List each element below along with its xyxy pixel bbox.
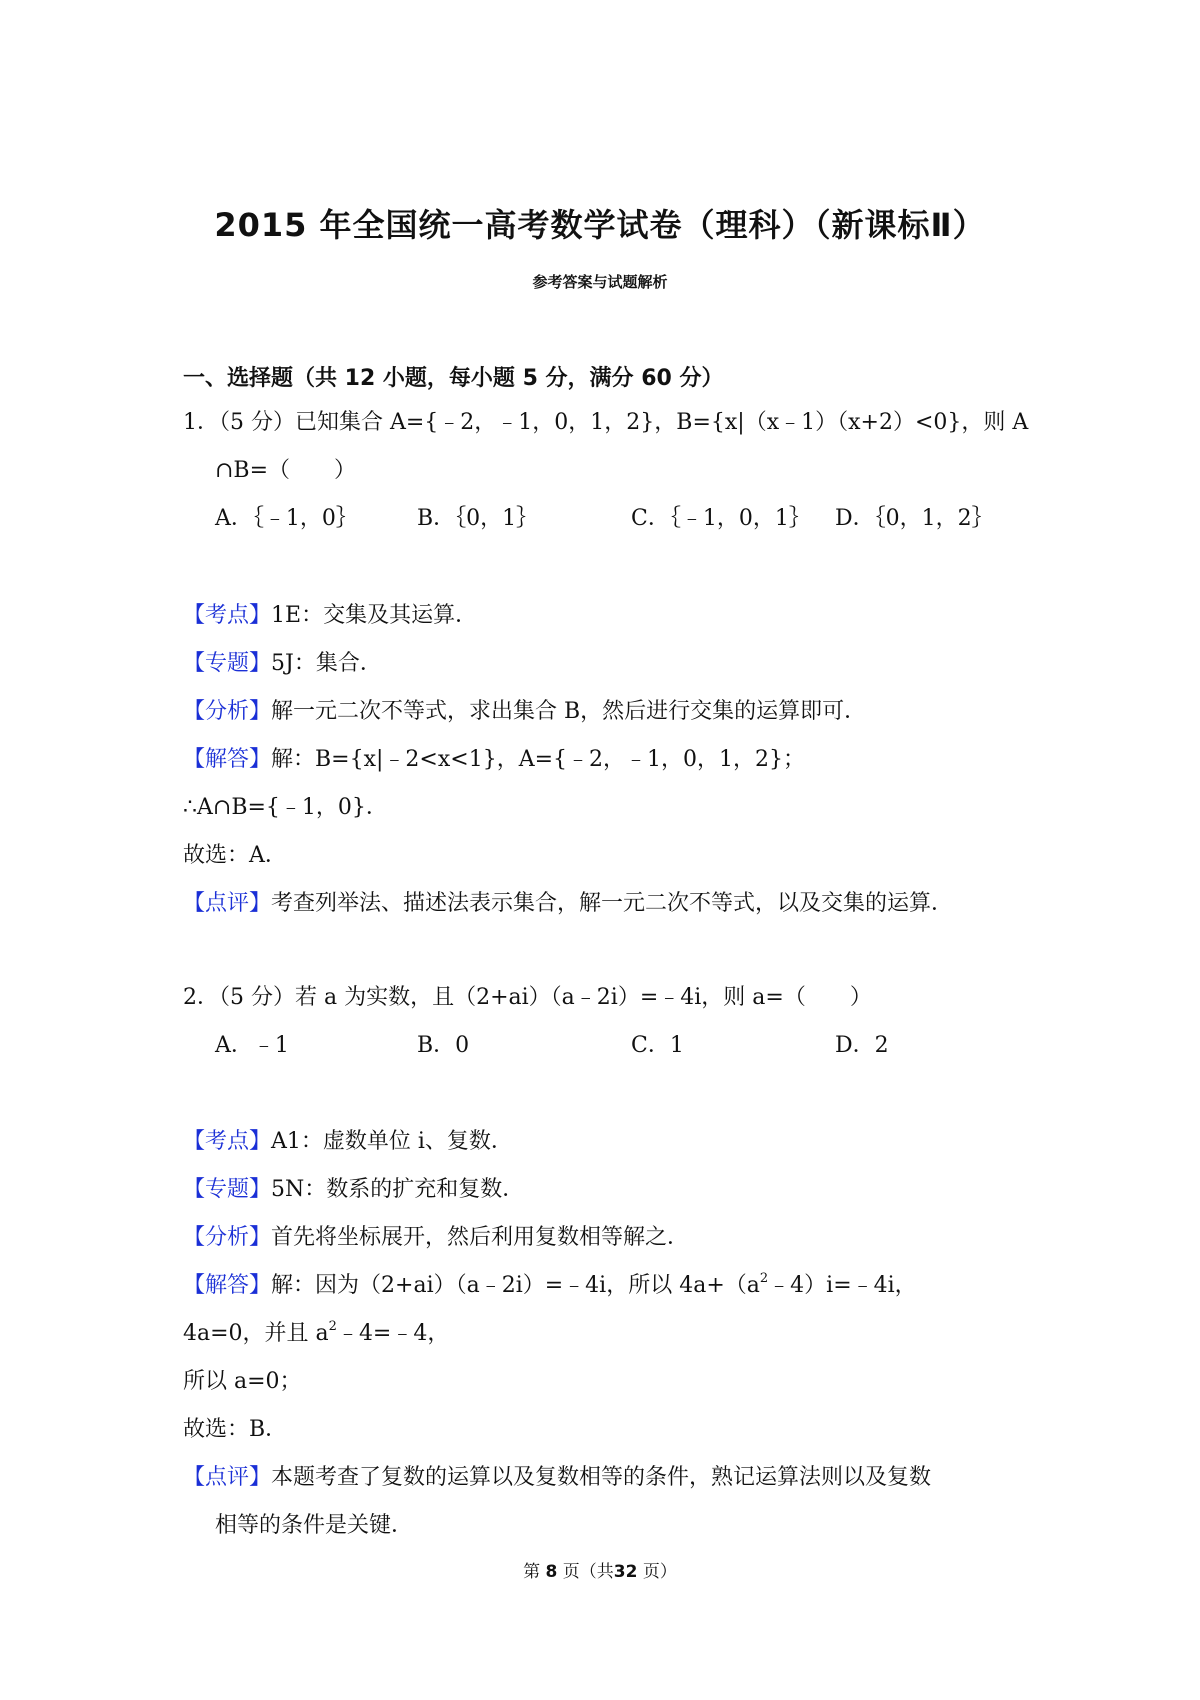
zhuanti-tag: 【专题】 [183, 1177, 272, 1202]
jieda-tag: 【解答】 [183, 1273, 272, 1298]
footer-prefix: 第 [523, 1562, 541, 1582]
dianping-text: 考查列举法、描述法表示集合，解一元二次不等式，以及交集的运算． [271, 891, 954, 916]
q2-dianping [183, 1463, 931, 1493]
q2-choice: 故选：B． [183, 1417, 288, 1442]
q1-stem-line2: ∩B=（ ） [215, 458, 357, 483]
q1-option-c: C．｛﹣1，0，1｝ [631, 506, 811, 531]
dianping-tag: 【点评】 [183, 1465, 272, 1490]
q2-stem: 2．（5 分）若 a 为实数，且（2+ai）（a﹣2i）=﹣4i，则 a=（ ） [183, 985, 872, 1010]
q1-option-b: B．｛0，1｝ [417, 506, 539, 531]
q2-option-d: D．2 [835, 1033, 889, 1058]
fenxi-text: 解一元二次不等式，求出集合 B，然后进行交集的运算即可． [271, 699, 867, 724]
jieda-tag: 【解答】 [183, 747, 272, 772]
q2-zhuanti [183, 1175, 524, 1205]
footer-total-pages: 32 [613, 1562, 638, 1582]
page-title: 2015 年全国统一高考数学试卷（理科）（新课标Ⅱ） [214, 206, 986, 244]
q1-option-a: A．｛﹣1，0｝ [215, 506, 358, 531]
footer-page-number: 8 [545, 1562, 558, 1582]
q1-stem-line1: 1．（5 分）已知集合 A={﹣2，﹣1，0，1，2}，B={x|（x﹣1）（x+2）<0}，则 A [183, 410, 1029, 435]
q1-solution-line2: ∴A∩B={﹣1，0}． [183, 795, 388, 820]
footer-middle: 页（共 [562, 1562, 614, 1582]
exponent: 2 [759, 1271, 769, 1286]
line2-text-a: 4a=0，并且 a [183, 1321, 329, 1346]
zhuanti-text: 5N：数系的扩充和复数． [271, 1177, 525, 1202]
q1-option-d: D．｛0，1，2｝ [835, 506, 994, 531]
exponent: 2 [328, 1319, 337, 1334]
page-subtitle: 参考答案与试题解析 [532, 273, 668, 291]
q2-fenxi [183, 1223, 689, 1253]
fenxi-text: 首先将坐标展开，然后利用复数相等解之． [271, 1225, 690, 1250]
q2-kaodian [183, 1127, 513, 1157]
dianping-tag: 【点评】 [183, 891, 272, 916]
kaodian-tag: 【考点】 [183, 1129, 272, 1154]
q1-choice: 故选：A． [183, 843, 287, 868]
q2-dianping-cont: 相等的条件是关键． [215, 1513, 414, 1538]
q2-jieda [183, 1271, 917, 1301]
q1-zhuanti [183, 649, 382, 679]
footer-suffix: 页） [642, 1562, 677, 1582]
q2-option-b: B．0 [417, 1033, 470, 1058]
q1-fenxi [183, 697, 866, 727]
zhuanti-tag: 【专题】 [183, 651, 272, 676]
q1-jieda [183, 745, 805, 775]
zhuanti-text: 5J：集合． [271, 651, 382, 676]
jieda-text: 解：B={x|﹣2<x<1}，A={﹣2，﹣1，0，1，2}； [271, 747, 805, 772]
q1-dianping [183, 889, 953, 919]
q2-solution-line3: 所以 a=0； [183, 1369, 302, 1394]
jieda-text-a: 解：因为（2+ai）（a﹣2i）=﹣4i，所以 4a+（a [271, 1273, 760, 1298]
dianping-text: 本题考查了复数的运算以及复数相等的条件，熟记运算法则以及复数 [271, 1465, 932, 1490]
q2-solution-line2 [183, 1319, 449, 1349]
kaodian-text: 1E：交集及其运算． [271, 603, 478, 628]
q2-option-c: C．1 [631, 1033, 684, 1058]
q2-option-a: A．﹣1 [215, 1033, 289, 1058]
jieda-text-b: ﹣4）i=﹣4i， [768, 1273, 917, 1298]
kaodian-tag: 【考点】 [183, 603, 272, 628]
line2-text-b: ﹣4=﹣4， [336, 1321, 450, 1346]
page-footer [0, 1557, 1200, 1582]
kaodian-text: A1：虚数单位 i、复数． [271, 1129, 513, 1154]
section-heading: 一、选择题（共 12 小题，每小题 5 分，满分 60 分） [183, 366, 724, 391]
q1-kaodian [183, 601, 477, 631]
fenxi-tag: 【分析】 [183, 699, 272, 724]
fenxi-tag: 【分析】 [183, 1225, 272, 1250]
